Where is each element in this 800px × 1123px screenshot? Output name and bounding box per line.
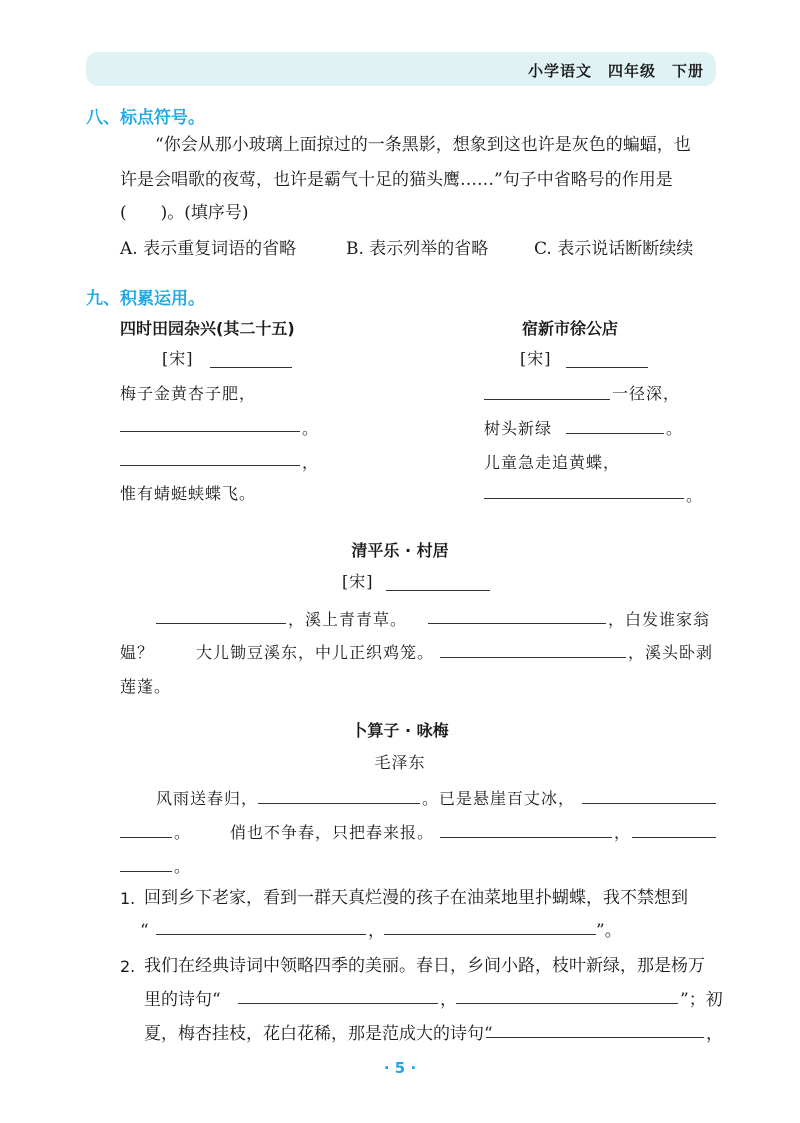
question-1-blank-1[interactable] <box>156 933 366 935</box>
poem-4-line-3: 。 <box>174 857 192 876</box>
section-8-line-2: 许是会唱歌的夜莺，也许是霸气十足的猫头鹰……”句子中省略号的作用是 <box>120 170 673 190</box>
poem-1-line-3-blank[interactable] <box>120 464 300 466</box>
question-2-text-1: 我们在经典诗词中领略四季的美丽。春日，乡间小路，枝叶新绿，那是杨万 <box>144 956 705 976</box>
question-2-blank-1[interactable] <box>238 1002 438 1004</box>
section-9-title: 九、积累运用。 <box>86 289 205 309</box>
question-1-close-quote: ”。 <box>596 921 622 941</box>
subject-label: 小学语文 <box>527 62 592 80</box>
poem-1-author-blank[interactable] <box>210 366 292 368</box>
poem-1-dynasty: [宋] <box>162 349 194 368</box>
poem-1-line-2-end: 。 <box>302 419 320 438</box>
question-1-open-quote: “ <box>140 921 149 941</box>
poem-3-title: 清平乐 · 村居 <box>351 541 449 560</box>
question-2-text-3a: 夏，梅杏挂枝，花白花稀，那是范成大的诗句“ <box>144 1024 493 1044</box>
question-1-comma: ， <box>368 921 385 941</box>
poem-1-line-2-blank[interactable] <box>120 430 300 432</box>
question-1-blank-2[interactable] <box>384 933 596 935</box>
poem-3-blank-3[interactable] <box>440 656 626 658</box>
question-2-comma-2: ， <box>706 1024 723 1044</box>
poem-1-line-3-end: ， <box>302 453 320 472</box>
poem-2-dynasty: [宋] <box>520 349 552 368</box>
volume-label: 下册 <box>671 62 704 80</box>
poem-4-line-2c: ， <box>614 823 632 842</box>
poem-4-author: 毛泽东 <box>374 753 426 772</box>
poem-2-line-2-blank[interactable] <box>566 432 664 434</box>
poem-1-title: 四时田园杂兴(其二十五) <box>120 319 295 338</box>
question-2-text-2c: ”；初 <box>680 990 723 1010</box>
poem-3-author-blank[interactable] <box>386 589 490 591</box>
poem-3-line-2c: ，溪头卧剥 <box>628 643 714 662</box>
poem-2-line-1-end: 一径深， <box>612 384 681 403</box>
poem-4-blank-1[interactable] <box>258 802 420 804</box>
poem-3-blank-1[interactable] <box>156 622 286 624</box>
section-8-title: 八、标点符号。 <box>86 108 205 128</box>
poem-2-line-3: 儿童急走追黄蝶， <box>484 453 621 472</box>
poem-3-line-1a: ，溪上青青草。 <box>288 610 408 629</box>
poem-2-line-2-end: 。 <box>666 419 684 438</box>
poem-4-line-2a: 。 <box>174 823 192 842</box>
page-number: · 5 · <box>383 1059 417 1077</box>
poem-1-line-1: 梅子金黄杏子肥， <box>120 384 257 403</box>
poem-3-blank-2[interactable] <box>428 622 606 624</box>
poem-1-line-4: 惟有蜻蜓蛱蝶飞。 <box>120 484 257 503</box>
question-2-blank-2[interactable] <box>456 1002 678 1004</box>
question-1-text: 回到乡下老家，看到一群天真烂漫的孩子在油菜地里扑蝴蝶，我不禁想到 <box>144 888 688 908</box>
question-1-number: 1. <box>120 889 136 908</box>
book-info <box>512 60 704 81</box>
poem-4-line-1a: 风雨送春归， <box>156 789 259 808</box>
option-a: A. 表示重复词语的省略 <box>120 239 297 259</box>
section-8-answer-slot[interactable]: ( )。(填序号) <box>120 203 249 223</box>
question-2-number: 2. <box>120 957 136 976</box>
poem-4-blank-2[interactable] <box>582 802 716 804</box>
question-2-text-2a: 里的诗句“ <box>144 990 221 1010</box>
poem-4-line-1b: 。已是悬崖百丈冰， <box>422 789 576 808</box>
option-b: B. 表示列举的省略 <box>346 239 489 259</box>
option-c: C. 表示说话断断续续 <box>534 239 694 259</box>
poem-4-title: 卜算子 · 咏梅 <box>351 721 449 740</box>
poem-4-blank-4-cont[interactable] <box>120 870 172 872</box>
poem-2-title: 宿新市徐公店 <box>522 319 619 338</box>
poem-2-author-blank[interactable] <box>566 366 648 368</box>
section-8-line-1: “你会从那小玻璃上面掠过的一条黑影，想象到这也许是灰色的蝙蝠，也 <box>155 135 691 155</box>
poem-4-blank-2-cont[interactable] <box>120 836 172 838</box>
question-2-blank-3[interactable] <box>486 1036 704 1038</box>
poem-4-line-2b: 俏也不争春，只把春来报。 <box>230 823 435 842</box>
poem-2-line-4-blank[interactable] <box>484 497 684 499</box>
poem-2-line-1-blank[interactable] <box>484 398 610 400</box>
poem-3-line-1b: ，白发谁家翁 <box>608 610 711 629</box>
poem-2-line-2-start: 树头新绿 <box>484 419 553 438</box>
poem-4-blank-3[interactable] <box>440 836 612 838</box>
poem-3-line-3: 莲蓬。 <box>120 677 172 696</box>
grade-label: 四年级 <box>607 62 656 80</box>
poem-3-dynasty: [宋] <box>342 572 374 591</box>
poem-3-line-2b: 大儿锄豆溪东，中儿正织鸡笼。 <box>196 643 435 662</box>
question-2-comma-1: ， <box>440 990 457 1010</box>
poem-3-line-2a: 媪？ <box>120 643 155 662</box>
poem-2-line-4-end: 。 <box>686 486 704 505</box>
poem-4-blank-4[interactable] <box>632 836 716 838</box>
